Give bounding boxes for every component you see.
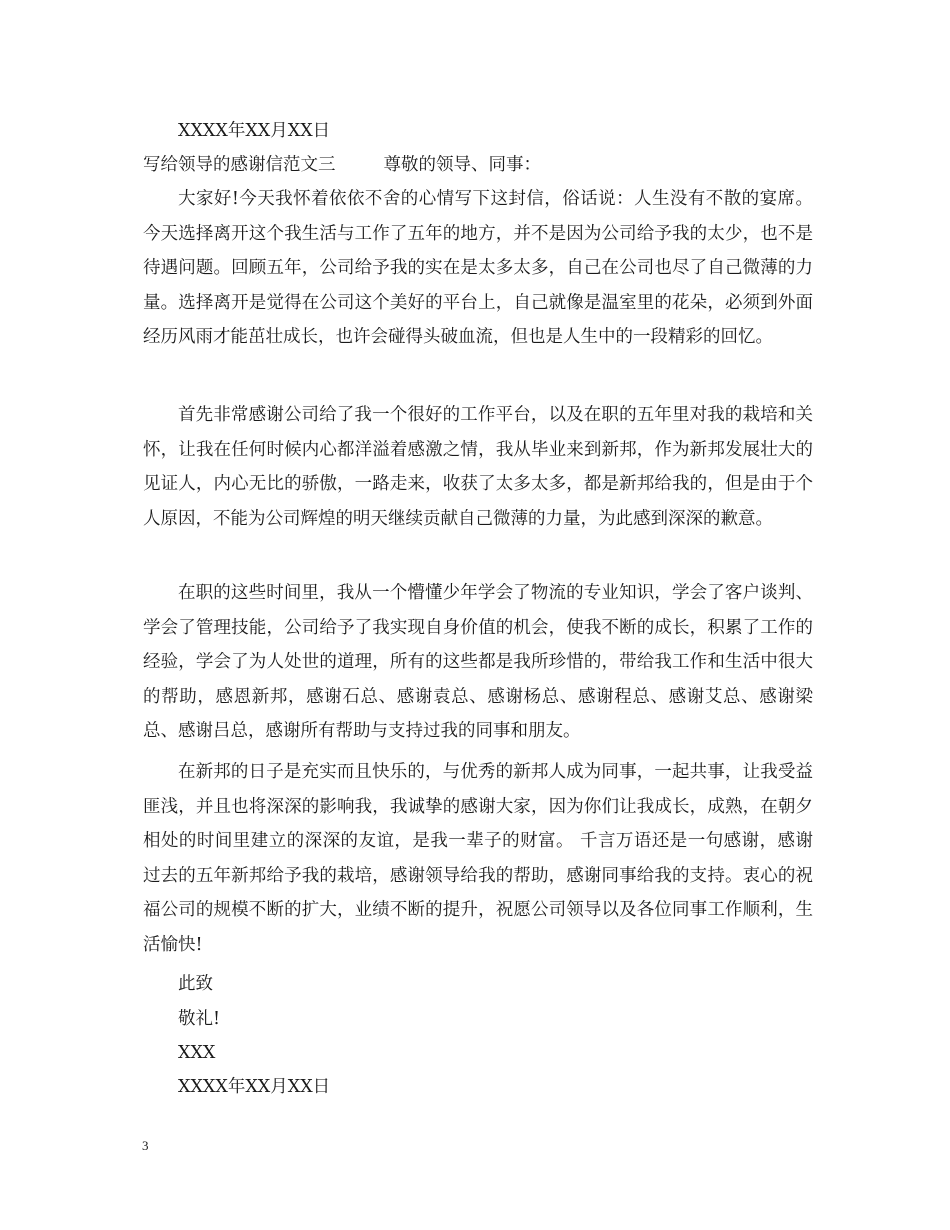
page-number: 3 <box>142 1138 149 1153</box>
date-bottom: XXXX年XX月XX日 <box>178 1077 331 1097</box>
paragraph-2: 首先非常感谢公司给了我一个很好的工作平台，以及在职的五年里对我的栽培和关怀，让我在任何时候内心都洋溢着感激之情，我从毕业来到新邦，作为新邦发展壮大的见证人，内心无比的骄傲，一路走来，收获了太多太多，都是新邦给我的，但是由于个人原因，不能为公司辉煌的明天继续贡献自己微薄的力量，为此感到深深的歉意。 <box>143 405 813 529</box>
paragraph-3: 在职的这些时间里，我从一个懵懂少年学会了物流的专业知识，学会了客户谈判、学会了管理技能，公司给予了我实现自身价值的机会，使我不断的成长，积累了工作的经验，学会了为人处世的道理，所有的这些都是我所珍惜的，带给我工作和生活中很大的帮助，感恩新邦，感谢石总、感谢袁总、感谢杨总、感谢程总、感谢艾总、感谢梁总、感谢吕总，感谢所有帮助与支持过我的同事和朋友。 <box>143 583 813 741</box>
paragraph-1: 大家好!今天我怀着依依不舍的心情写下这封信，俗话说：人生没有不散的宴席。今天选择离开这个我生活与工作了五年的地方，并不是因为公司给予我的太少，也不是待遇问题。回顾五年，公司给予我的实在是太多太多，自己在公司也尽了自己微薄的力量。选择离开是觉得在公司这个美好的平台上，自己就像是温室里的花朵，必须到外面经历风雨才能茁壮成长，也许会碰得头破血流，但也是人生中的一段精彩的回忆。 <box>143 189 813 347</box>
letter-heading <box>143 152 813 178</box>
salutation: 尊敬的领导、同事： <box>383 155 541 175</box>
date-top: XXXX年XX月XX日 <box>178 121 331 141</box>
paragraph-4: 在新邦的日子是充实而且快乐的，与优秀的新邦人成为同事，一起共事，让我受益匪浅，并且也将深深的影响我，我诚挚的感谢大家，因为你们让我成长，成熟，在朝夕相处的时间里建立的深深的友谊，是我一辈子的财富。 千言万语还是一句感谢，感谢过去的五年新邦给予我的栽培，感谢领导给我的帮助，感谢同事给我的支持。衷心的祝福公司的规模不断的扩大，业绩不断的提升，祝愿公司领导以及各位同事工作顺利，生活愉快! <box>143 762 813 955</box>
closing-line-2: 敬礼! <box>178 1009 221 1029</box>
signature: XXX <box>178 1043 216 1063</box>
closing-line-1: 此致 <box>178 974 213 994</box>
letter-title: 写给领导的感谢信范文三 <box>143 155 336 175</box>
